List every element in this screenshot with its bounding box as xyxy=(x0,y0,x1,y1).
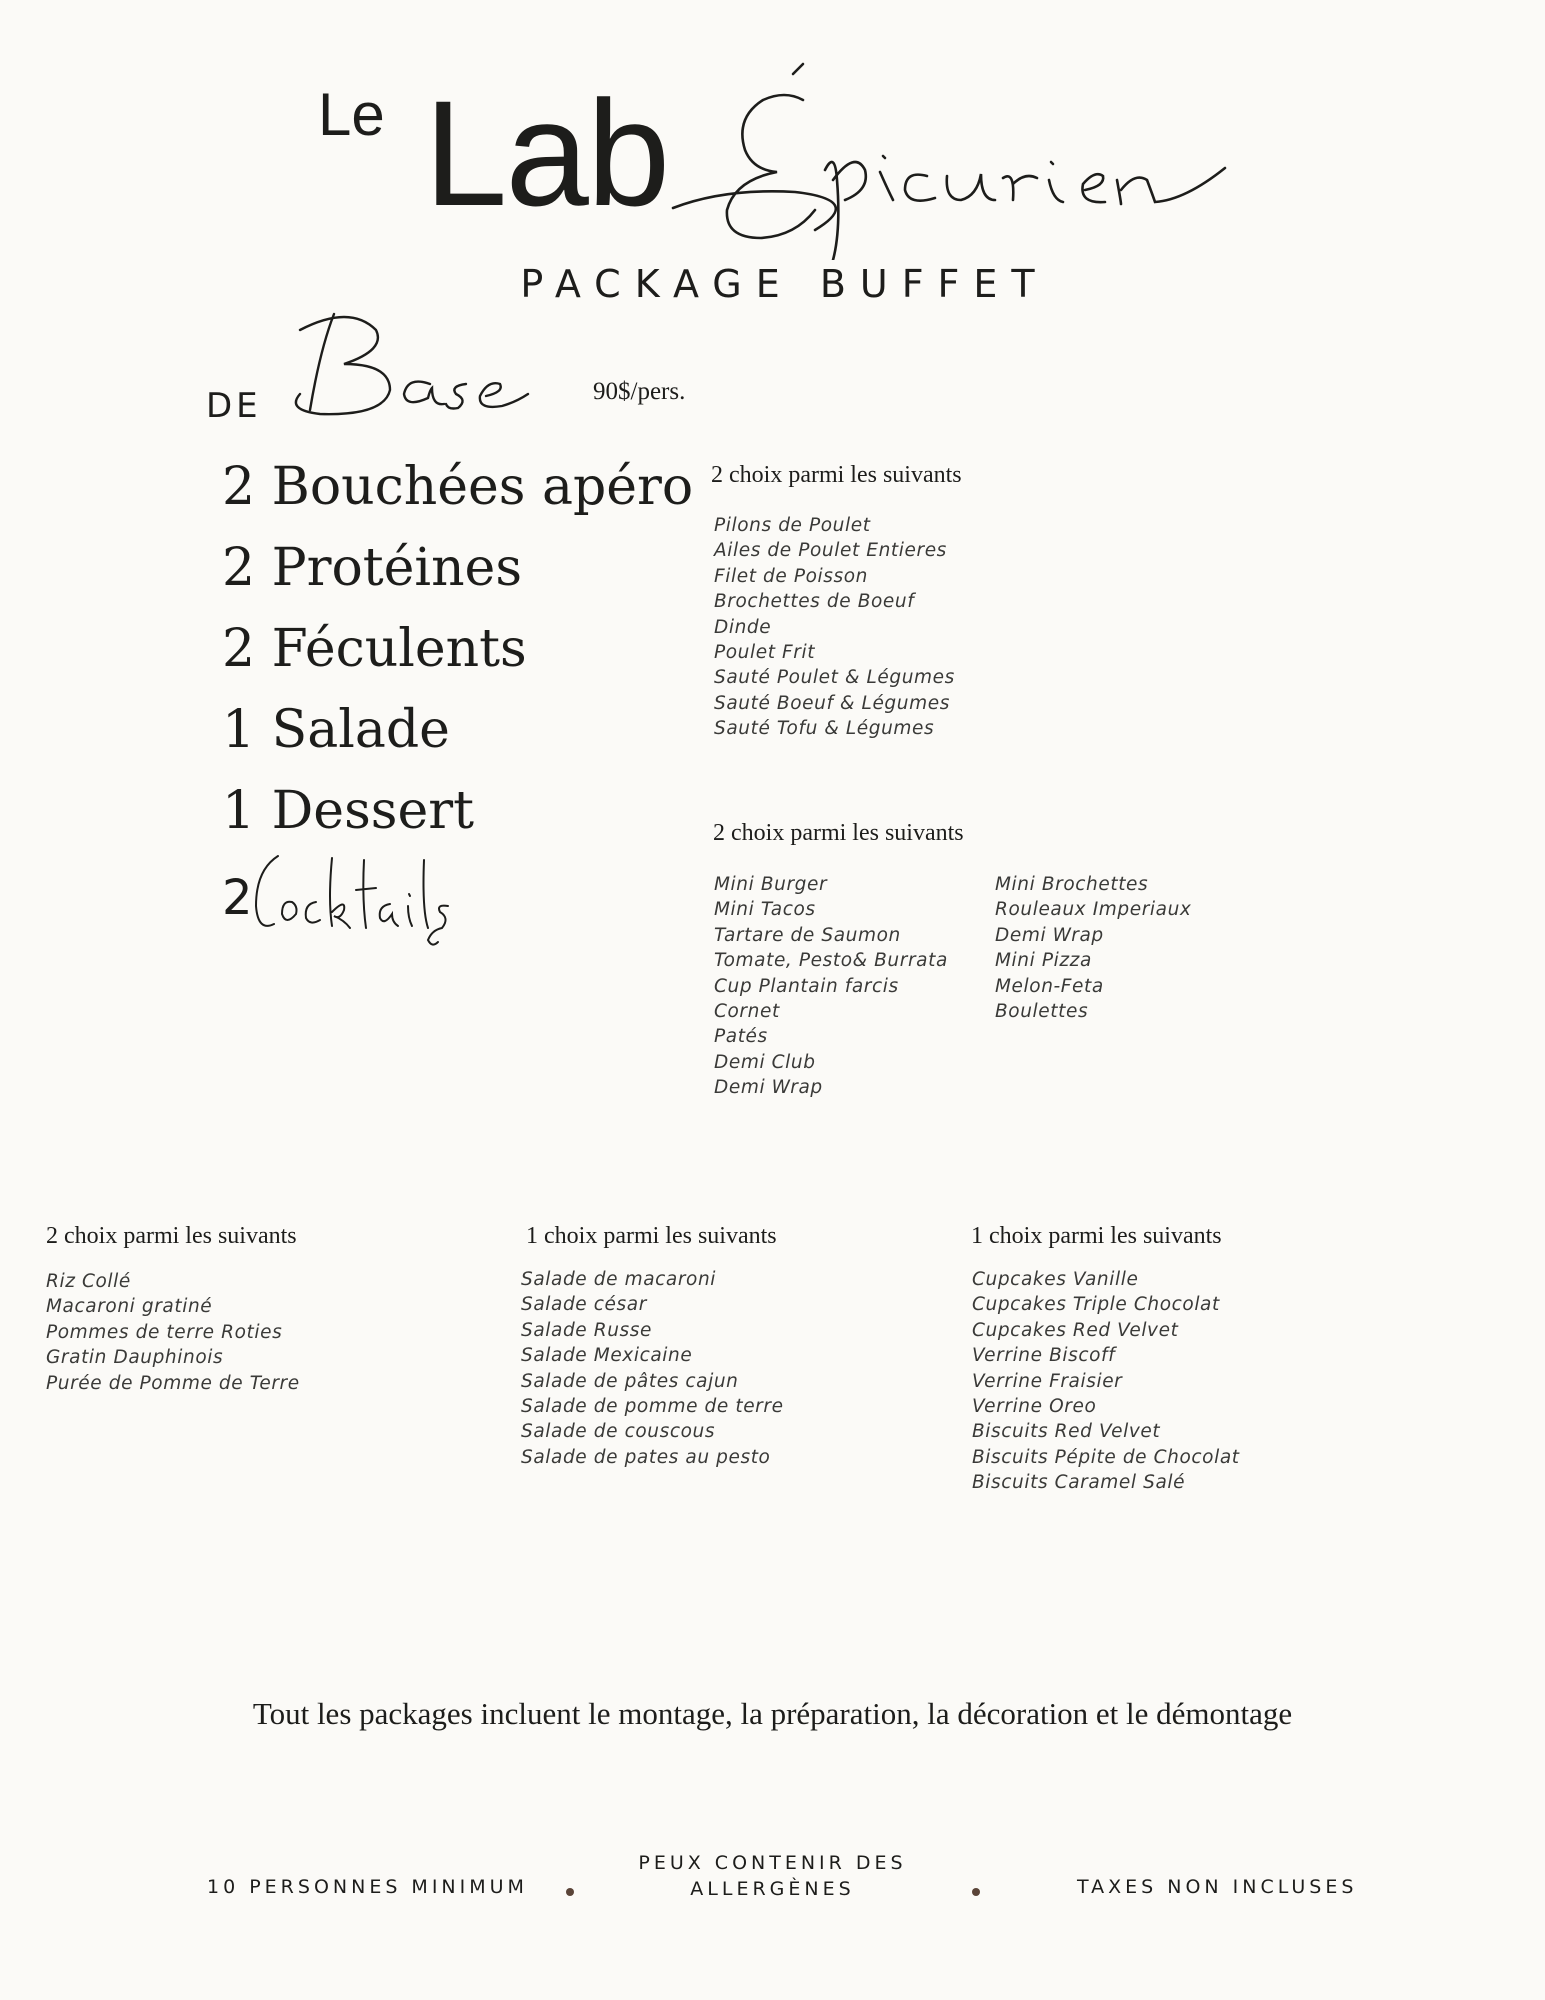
list-item: Demi Wrap xyxy=(995,924,1104,946)
list-item: Mini Tacos xyxy=(714,899,816,921)
list-item: Salade Mexicaine xyxy=(521,1345,693,1367)
list-item: Verrine Fraisier xyxy=(972,1370,1123,1392)
allergens-line: ALLERGÈNES xyxy=(690,1878,855,1900)
main-item: 2 Bouchées apéro xyxy=(222,457,694,517)
cocktail-count: 2 xyxy=(222,870,253,926)
list-item: Demi Wrap xyxy=(714,1077,823,1099)
list-item: Patés xyxy=(714,1026,768,1048)
list-item: Sauté Tofu & Légumes xyxy=(714,718,935,740)
tier-script-base xyxy=(280,310,530,430)
list-item: Tomate, Pesto& Burrata xyxy=(714,950,948,972)
list-item: Salade de pates au pesto xyxy=(521,1446,771,1468)
list-item: Pommes de terre Roties xyxy=(46,1321,283,1343)
list-item: Filet de Poisson xyxy=(714,565,868,587)
list-item: Biscuits Caramel Salé xyxy=(972,1472,1186,1494)
proteins-heading: 2 choix parmi les suivants xyxy=(711,462,962,488)
list-item: Gratin Dauphinois xyxy=(46,1347,224,1369)
cocktails-script xyxy=(252,850,452,950)
separator-dot xyxy=(566,1888,574,1896)
list-item: Salade de couscous xyxy=(521,1421,716,1443)
list-item: Sauté Poulet & Légumes xyxy=(714,667,955,689)
list-item: Biscuits Pépite de Chocolat xyxy=(972,1446,1240,1468)
list-item: Cupcakes Vanille xyxy=(972,1269,1139,1290)
list-item: Ailes de Poulet Entieres xyxy=(714,540,947,562)
allergens-label xyxy=(600,1850,945,1902)
proteins-list xyxy=(714,513,955,742)
brand-name: Lab xyxy=(424,69,669,237)
main-items-list xyxy=(222,452,693,857)
list-item: Cornet xyxy=(714,1001,780,1023)
footer-note: Tout les packages incluent le montage, la préparation, la décoration et le démontage xyxy=(252,1696,1293,1731)
list-item: Salade césar xyxy=(521,1294,647,1316)
list-item: Salade de pomme de terre xyxy=(521,1396,784,1418)
list-item: Tartare de Saumon xyxy=(714,924,901,946)
list-item: Macaroni gratiné xyxy=(46,1296,213,1318)
list-item: Salade de pâtes cajun xyxy=(521,1370,739,1392)
price: 90$/pers. xyxy=(593,378,686,405)
list-item: Salade Russe xyxy=(521,1319,652,1341)
brand-prefix: Le xyxy=(318,81,385,148)
bouchees-list-col1 xyxy=(714,872,948,1101)
list-item: Demi Club xyxy=(714,1051,816,1073)
list-item: Cup Plantain farcis xyxy=(714,975,899,997)
list-item: Purée de Pomme de Terre xyxy=(46,1372,300,1394)
list-item: Mini Burger xyxy=(714,874,828,895)
feculents-list xyxy=(46,1269,300,1396)
package-subtitle: PACKAGE BUFFET xyxy=(520,262,1049,306)
desserts-heading: 1 choix parmi les suivants xyxy=(971,1223,1222,1249)
bouchees-heading: 2 choix parmi les suivants xyxy=(713,820,964,846)
taxes-label: TAXES NON INCLUSES xyxy=(1077,1876,1358,1898)
tier-prefix: DE xyxy=(206,386,262,426)
allergens-line: PEUX CONTENIR DES xyxy=(638,1852,907,1874)
list-item: Dinde xyxy=(714,616,772,638)
main-item: 2 Protéines xyxy=(222,538,523,598)
list-item: Biscuits Red Velvet xyxy=(972,1421,1161,1443)
list-item: Mini Pizza xyxy=(995,950,1092,972)
minimum-label: 10 PERSONNES MINIMUM xyxy=(207,1876,528,1898)
separator-dot xyxy=(972,1888,980,1896)
salades-heading: 1 choix parmi les suivants xyxy=(526,1223,777,1249)
list-item: Pilons de Poulet xyxy=(714,515,871,536)
list-item: Rouleaux Imperiaux xyxy=(995,899,1192,921)
brand-script-logo xyxy=(665,60,1245,260)
list-item: Verrine Biscoff xyxy=(972,1345,1116,1367)
main-item: 2 Féculents xyxy=(222,619,527,679)
list-item: Riz Collé xyxy=(46,1271,131,1292)
main-item: 1 Dessert xyxy=(222,781,474,841)
list-item: Verrine Oreo xyxy=(972,1396,1097,1418)
list-item: Melon-Feta xyxy=(995,975,1104,997)
desserts-list xyxy=(972,1267,1240,1496)
list-item: Salade de macaroni xyxy=(521,1269,717,1290)
feculents-heading: 2 choix parmi les suivants xyxy=(46,1223,297,1249)
list-item: Cupcakes Triple Chocolat xyxy=(972,1294,1220,1316)
list-item: Sauté Boeuf & Légumes xyxy=(714,692,950,714)
main-item: 1 Salade xyxy=(222,700,450,760)
list-item: Boulettes xyxy=(995,1001,1089,1023)
bouchees-list-col2 xyxy=(995,872,1191,1024)
list-item: Brochettes de Boeuf xyxy=(714,591,915,613)
salades-list xyxy=(521,1267,784,1470)
list-item: Cupcakes Red Velvet xyxy=(972,1319,1179,1341)
list-item: Poulet Frit xyxy=(714,642,816,664)
list-item: Mini Brochettes xyxy=(995,874,1149,895)
